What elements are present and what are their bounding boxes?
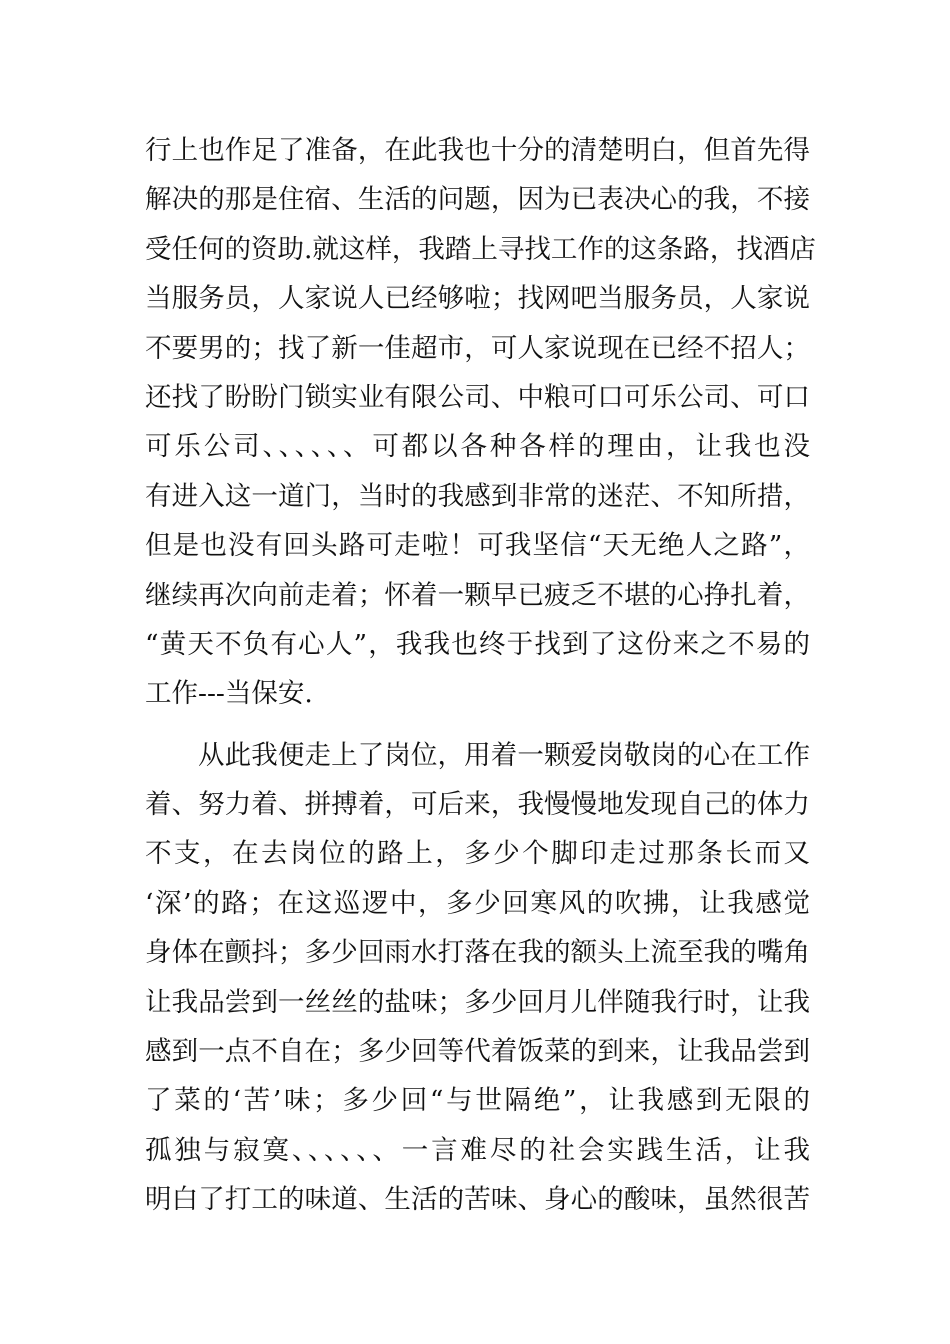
text-line: 有进入这一道门，当时的我感到非常的迷茫、不知所措，: [145, 480, 810, 512]
text-line: 明白了打工的味道、生活的苦味、身心的酸味，虽然很苦: [145, 1184, 810, 1216]
text-line: 着、努力着、拼搏着，可后来，我慢慢地发现自己的体力: [145, 789, 810, 821]
text-line: 当服务员，人家说人已经够啦；找网吧当服务员，人家说: [145, 283, 810, 315]
text-line: 感到一点不自在；多少回等代着饭菜的到来，让我品尝到: [145, 1036, 810, 1068]
document-body: [145, 126, 816, 1225]
text-line: 但是也没有回头路可走啦！可我坚信“天无绝人之路”，: [145, 530, 810, 562]
text-line: 继续再次向前走着；怀着一颗早已疲乏不堪的心挣扎着，: [145, 579, 810, 611]
paragraph-1: [145, 126, 816, 719]
text-line: 受任何的资助.就这样，我踏上寻找工作的这条路，找酒店: [145, 233, 816, 265]
text-line: “黄天不负有心人”，我我也终于找到了这份来之不易的: [145, 628, 810, 660]
text-line: 不要男的；找了新一佳超市，可人家说现在已经不招人；: [145, 332, 810, 364]
text-line: 还找了盼盼门锁实业有限公司、中粮可口可乐公司、可口: [145, 381, 810, 413]
text-line: 了菜的‘苦’味；多少回“与世隔绝”，让我感到无限的: [145, 1085, 810, 1117]
paragraph-gap: [145, 719, 810, 731]
text-line: 解决的那是住宿、生活的问题，因为已表决心的我，不接: [145, 184, 810, 216]
text-line: 不支，在去岗位的路上，多少个脚印走过那条长而又: [145, 838, 810, 870]
text-line: 让我品尝到一丝丝的盐味；多少回月儿伴随我行时，让我: [145, 986, 810, 1018]
text-line: 从此我便走上了岗位，用着一颗爱岗敬岗的心在工作: [198, 739, 810, 771]
paragraph-2: [145, 731, 810, 1225]
text-line: 身体在颤抖；多少回雨水打落在我的额头上流至我的嘴角: [145, 937, 810, 969]
text-line: 可乐公司、、、、、、可都以各种各样的理由，让我也没: [145, 431, 810, 463]
text-line: 工作---当保安.: [145, 678, 313, 710]
text-line: ‘深’的路；在这巡逻中，多少回寒风的吹拂，让我感觉: [145, 887, 810, 919]
text-line: 孤独与寂寞、、、、、、一言难尽的社会实践生活，让我: [145, 1134, 810, 1166]
text-line: 行上也作足了准备，在此我也十分的清楚明白，但首先得: [145, 135, 810, 166]
